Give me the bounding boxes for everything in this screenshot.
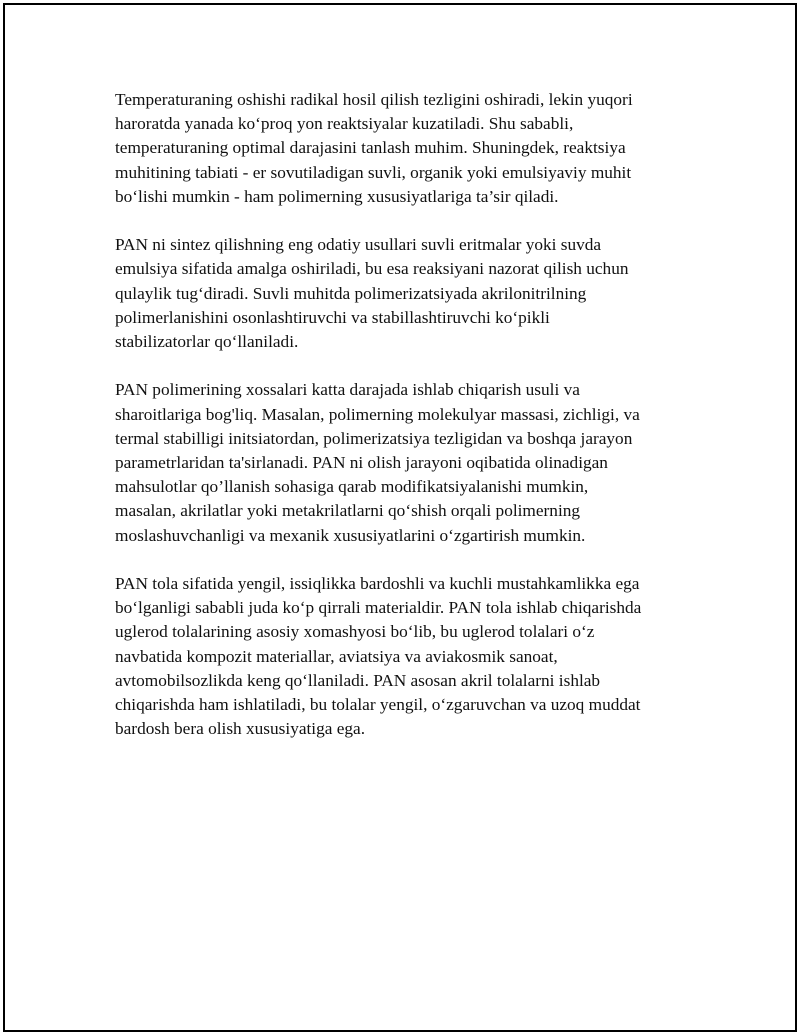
- paragraph-synthesis: [115, 233, 695, 354]
- text-line: masalan, akrilatlar yoki metakrilatlarni qo‘shish orqali polimerning: [115, 501, 581, 521]
- paragraph-fiber: [115, 572, 695, 741]
- text-line: parametrlaridan ta'sirlanadi. PAN ni olish jarayoni oqibatida olinadigan: [115, 453, 608, 473]
- text-line: emulsiya sifatida amalga oshiriladi, bu esa reaksiyani nazorat qilish uchun: [115, 259, 629, 279]
- text-line: temperaturaning optimal darajasini tanlash muhim. Shuningdek, reaktsiya: [115, 138, 626, 158]
- text-line: moslashuvchanligi va mexanik xususiyatlarini o‘zgartirish mumkin.: [115, 525, 586, 545]
- text-line: Temperaturaning oshishi radikal hosil qilish tezligini oshiradi, lekin yuqori: [115, 90, 633, 109]
- text-line: polimerlanishini osonlashtiruvchi va stabillashtiruvchi ko‘pikli: [115, 307, 550, 327]
- paragraph-properties: [115, 378, 695, 547]
- text-line: navbatida kompozit materiallar, aviatsiya va aviakosmik sanoat,: [115, 646, 558, 666]
- text-line: PAN tola sifatida yengil, issiqlikka bardoshli va kuchli mustahkamlikka ega: [115, 574, 640, 594]
- text-line: qulaylik tug‘diradi. Suvli muhitda polimerizatsiyada akrilonitrilning: [115, 283, 587, 303]
- text-line: bardosh bera olish xususiyatiga ega.: [115, 719, 366, 739]
- text-line: sharoitlariga bog'liq. Masalan, polimerning molekulyar massasi, zichligi, va: [115, 404, 640, 424]
- text-line: haroratda yanada ko‘proq yon reaktsiyalar kuzatiladi. Shu sababli,: [115, 114, 574, 134]
- text-line: bo‘lishi mumkin - ham polimerning xususiyatlariga ta’sir qiladi.: [115, 186, 559, 206]
- text-line: PAN polimerining xossalari katta darajada ishlab chiqarish usuli va: [115, 380, 580, 400]
- document-body: [115, 88, 695, 766]
- text-line: termal stabilligi initsiatordan, polimerizatsiya tezligidan va boshqa jarayon: [115, 428, 633, 448]
- text-line: PAN ni sintez qilishning eng odatiy usullari suvli eritmalar yoki suvda: [115, 235, 602, 255]
- text-line: chiqarishda ham ishlatiladi, bu tolalar yengil, o‘zgaruvchan va uzoq muddat: [115, 695, 641, 715]
- text-line: stabilizatorlar qo‘llaniladi.: [115, 332, 299, 352]
- text-line: avtomobilsozlikda keng qo‘llaniladi. PAN asosan akril tolalarni ishlab: [115, 670, 601, 690]
- text-line: uglerod tolalarining asosiy xomashyosi bo‘lib, bu uglerod tolalari o‘z: [115, 622, 595, 642]
- text-line: mahsulotlar qo’llanish sohasiga qarab modifikatsiyalanishi mumkin,: [115, 477, 589, 497]
- paragraph-temperature: [115, 88, 695, 209]
- text-line: bo‘lganligi sababli juda ko‘p qirrali materialdir. PAN tola ishlab chiqarishda: [115, 598, 642, 618]
- text-line: muhitining tabiati - er sovutiladigan suvli, organik yoki emulsiyaviy muhit: [115, 162, 632, 182]
